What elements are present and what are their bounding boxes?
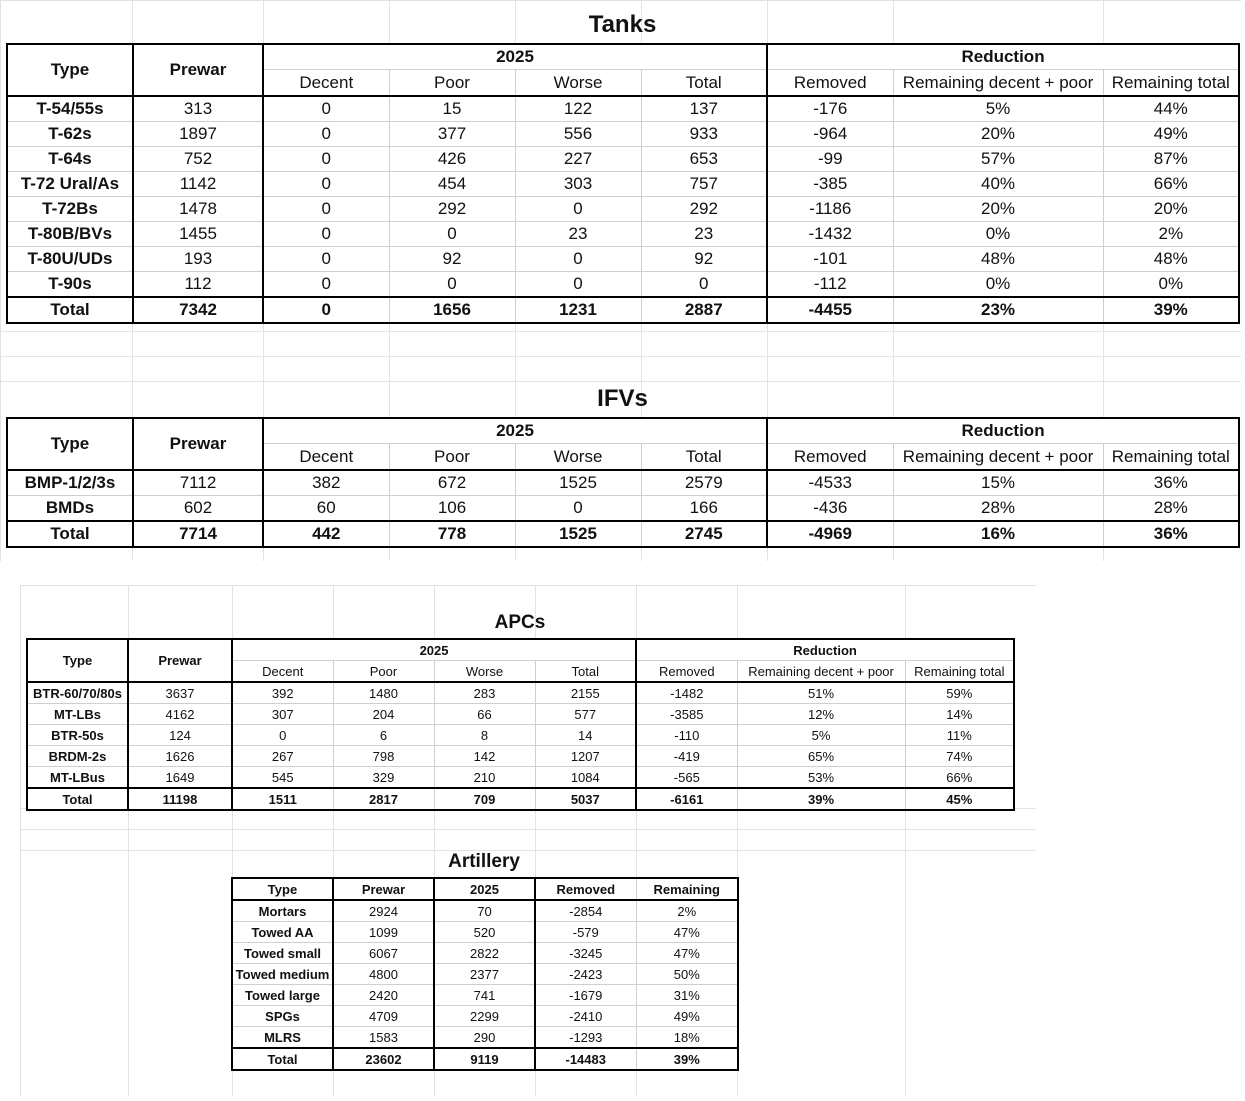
table-row	[7, 272, 1239, 298]
cell-removed: -1482	[636, 682, 737, 704]
row-label: Towed large	[232, 985, 333, 1006]
table-row	[232, 943, 738, 964]
cell-remaining-total: 74%	[905, 746, 1014, 767]
cell-decent: 1511	[232, 788, 333, 810]
table-row	[232, 964, 738, 985]
cell-remaining: 18%	[636, 1027, 738, 1049]
row-label: T-80B/BVs	[7, 222, 133, 247]
cell-decent: 0	[263, 197, 389, 222]
cell-worse: 23	[515, 222, 641, 247]
cell-total: 14	[535, 725, 636, 746]
cell-worse: 8	[434, 725, 535, 746]
cell-remaining: 2%	[636, 900, 738, 922]
cell-remaining-decent-poor: 12%	[737, 704, 905, 725]
cell-removed: -176	[767, 96, 893, 122]
cell-decent: 382	[263, 470, 389, 496]
artillery-title: Artillery	[448, 851, 520, 872]
row-label: BRDM-2s	[27, 746, 128, 767]
cell-remaining: 47%	[636, 943, 738, 964]
row-label: T-80U/UDs	[7, 247, 133, 272]
cell-prewar: 2420	[333, 985, 434, 1006]
cell-2025: 70	[434, 900, 535, 922]
row-label: SPGs	[232, 1006, 333, 1027]
cell-poor: 672	[389, 470, 515, 496]
cell-prewar: 602	[133, 496, 263, 522]
cell-remaining: 47%	[636, 922, 738, 943]
table-row	[7, 96, 1239, 122]
cell-poor: 106	[389, 496, 515, 522]
cell-prewar: 4709	[333, 1006, 434, 1027]
row-label: MLRS	[232, 1027, 333, 1049]
col-header-remaining: Remaining	[636, 878, 738, 900]
group-header-reduction: Reduction	[636, 639, 1014, 661]
cell-removed: -101	[767, 247, 893, 272]
artillery-table	[231, 877, 739, 1071]
col-header-decent: Decent	[232, 661, 333, 683]
cell-removed: -4533	[767, 470, 893, 496]
cell-prewar: 7342	[133, 297, 263, 323]
cell-worse: 66	[434, 704, 535, 725]
total-row	[7, 297, 1239, 323]
table-row	[7, 470, 1239, 496]
cell-removed: -3585	[636, 704, 737, 725]
table-row	[27, 767, 1014, 789]
col-header-removed: Removed	[767, 70, 893, 97]
table-row	[232, 922, 738, 943]
cell-remaining-total: 36%	[1103, 470, 1239, 496]
col-header-worse: Worse	[515, 444, 641, 471]
row-label: T-72Bs	[7, 197, 133, 222]
cell-decent: 267	[232, 746, 333, 767]
cell-worse: 0	[515, 197, 641, 222]
cell-decent: 60	[263, 496, 389, 522]
cell-worse: 227	[515, 147, 641, 172]
cell-total: 1084	[535, 767, 636, 789]
col-header-decent: Decent	[263, 70, 389, 97]
cell-worse: 1525	[515, 470, 641, 496]
cell-removed: -4455	[767, 297, 893, 323]
cell-remaining-total: 28%	[1103, 496, 1239, 522]
cell-total: 1207	[535, 746, 636, 767]
cell-worse: 1231	[515, 297, 641, 323]
cell-remaining-decent-poor: 51%	[737, 682, 905, 704]
cell-decent: 0	[263, 272, 389, 298]
col-header-total: Total	[641, 70, 767, 97]
cell-remaining: 49%	[636, 1006, 738, 1027]
cell-remaining-decent-poor: 28%	[893, 496, 1103, 522]
cell-worse: 122	[515, 96, 641, 122]
row-label: BTR-50s	[27, 725, 128, 746]
cell-remaining-decent-poor: 5%	[737, 725, 905, 746]
cell-removed: -1186	[767, 197, 893, 222]
col-header-worse: Worse	[515, 70, 641, 97]
cell-remaining-decent-poor: 53%	[737, 767, 905, 789]
cell-remaining-decent-poor: 20%	[893, 122, 1103, 147]
col-header-remaining-total: Remaining total	[905, 661, 1014, 683]
tanks-table	[6, 43, 1240, 324]
cell-poor: 377	[389, 122, 515, 147]
cell-removed: -419	[636, 746, 737, 767]
cell-worse: 1525	[515, 521, 641, 547]
cell-2025: 2822	[434, 943, 535, 964]
cell-remaining-decent-poor: 48%	[893, 247, 1103, 272]
col-header-prewar: Prewar	[133, 44, 263, 96]
cell-remaining-total: 66%	[905, 767, 1014, 789]
total-row	[27, 788, 1014, 810]
cell-prewar: 2924	[333, 900, 434, 922]
tanks-title: Tanks	[588, 11, 657, 38]
cell-prewar: 4800	[333, 964, 434, 985]
cell-worse: 0	[515, 247, 641, 272]
cell-remaining-total: 0%	[1103, 272, 1239, 298]
cell-decent: 442	[263, 521, 389, 547]
cell-worse: 283	[434, 682, 535, 704]
col-header-type: Type	[7, 418, 133, 470]
cell-removed: -4969	[767, 521, 893, 547]
cell-prewar: 112	[133, 272, 263, 298]
row-label: BMP-1/2/3s	[7, 470, 133, 496]
cell-prewar: 1649	[128, 767, 232, 789]
cell-poor: 2817	[333, 788, 434, 810]
cell-decent: 0	[263, 297, 389, 323]
total-row	[232, 1048, 738, 1070]
cell-prewar: 4162	[128, 704, 232, 725]
col-header-prewar: Prewar	[128, 639, 232, 682]
cell-remaining-decent-poor: 0%	[893, 272, 1103, 298]
col-header-type: Type	[232, 878, 333, 900]
cell-remaining-total: 11%	[905, 725, 1014, 746]
cell-total: 23	[641, 222, 767, 247]
cell-prewar: 1583	[333, 1027, 434, 1049]
cell-total: 5037	[535, 788, 636, 810]
cell-poor: 204	[333, 704, 434, 725]
cell-removed: -579	[535, 922, 636, 943]
table-row	[7, 122, 1239, 147]
cell-poor: 15	[389, 96, 515, 122]
cell-total: 933	[641, 122, 767, 147]
table-row	[7, 247, 1239, 272]
cell-removed: -436	[767, 496, 893, 522]
col-header-type: Type	[7, 44, 133, 96]
cell-poor: 6	[333, 725, 434, 746]
cell-remaining-decent-poor: 57%	[893, 147, 1103, 172]
cell-prewar: 1099	[333, 922, 434, 943]
col-header-prewar: Prewar	[333, 878, 434, 900]
cell-2025: 520	[434, 922, 535, 943]
cell-remaining-decent-poor: 16%	[893, 521, 1103, 547]
cell-remaining-total: 48%	[1103, 247, 1239, 272]
cell-poor: 426	[389, 147, 515, 172]
cell-prewar: 752	[133, 147, 263, 172]
col-header-remaining-total: Remaining total	[1103, 70, 1239, 97]
cell-remaining-total: 49%	[1103, 122, 1239, 147]
cell-poor: 329	[333, 767, 434, 789]
cell-decent: 0	[263, 172, 389, 197]
cell-remaining-total: 2%	[1103, 222, 1239, 247]
cell-decent: 0	[263, 222, 389, 247]
cell-prewar: 7112	[133, 470, 263, 496]
cell-total: 653	[641, 147, 767, 172]
cell-prewar: 7714	[133, 521, 263, 547]
cell-removed: -14483	[535, 1048, 636, 1070]
cell-remaining-decent-poor: 15%	[893, 470, 1103, 496]
table-row	[7, 147, 1239, 172]
row-label: Total	[7, 297, 133, 323]
col-header-poor: Poor	[333, 661, 434, 683]
cell-remaining: 50%	[636, 964, 738, 985]
cell-removed: -1293	[535, 1027, 636, 1049]
col-header-removed: Removed	[535, 878, 636, 900]
cell-poor: 798	[333, 746, 434, 767]
table-row	[232, 985, 738, 1006]
total-row	[7, 521, 1239, 547]
row-label: Towed medium	[232, 964, 333, 985]
cell-removed: -964	[767, 122, 893, 147]
row-label: Mortars	[232, 900, 333, 922]
cell-total: 757	[641, 172, 767, 197]
cell-remaining-total: 14%	[905, 704, 1014, 725]
cell-remaining: 31%	[636, 985, 738, 1006]
row-label: BTR-60/70/80s	[27, 682, 128, 704]
cell-poor: 1480	[333, 682, 434, 704]
cell-prewar: 3637	[128, 682, 232, 704]
cell-prewar: 1626	[128, 746, 232, 767]
cell-decent: 0	[232, 725, 333, 746]
col-header-removed: Removed	[767, 444, 893, 471]
cell-removed: -1679	[535, 985, 636, 1006]
col-header-remaining-decent-poor: Remaining decent + poor	[737, 661, 905, 683]
cell-decent: 0	[263, 122, 389, 147]
cell-total: 2579	[641, 470, 767, 496]
group-header-2025: 2025	[263, 44, 767, 70]
col-header-2025: 2025	[434, 878, 535, 900]
cell-worse: 709	[434, 788, 535, 810]
col-header-removed: Removed	[636, 661, 737, 683]
cell-remaining-total: 20%	[1103, 197, 1239, 222]
cell-2025: 2377	[434, 964, 535, 985]
cell-remaining-total: 44%	[1103, 96, 1239, 122]
col-header-poor: Poor	[389, 70, 515, 97]
cell-2025: 741	[434, 985, 535, 1006]
cell-prewar: 1897	[133, 122, 263, 147]
table-row	[232, 1027, 738, 1049]
cell-removed: -2854	[535, 900, 636, 922]
cell-prewar: 124	[128, 725, 232, 746]
cell-2025: 290	[434, 1027, 535, 1049]
cell-prewar: 1455	[133, 222, 263, 247]
cell-poor: 778	[389, 521, 515, 547]
group-header-reduction: Reduction	[767, 418, 1239, 444]
cell-prewar: 193	[133, 247, 263, 272]
cell-prewar: 6067	[333, 943, 434, 964]
table-row	[232, 900, 738, 922]
cell-total: 2887	[641, 297, 767, 323]
cell-total: 2745	[641, 521, 767, 547]
cell-remaining-decent-poor: 65%	[737, 746, 905, 767]
row-label: Total	[7, 521, 133, 547]
table-row	[27, 746, 1014, 767]
cell-decent: 0	[263, 96, 389, 122]
cell-remaining-decent-poor: 20%	[893, 197, 1103, 222]
col-header-poor: Poor	[389, 444, 515, 471]
row-label: T-64s	[7, 147, 133, 172]
cell-decent: 307	[232, 704, 333, 725]
cell-removed: -385	[767, 172, 893, 197]
col-header-prewar: Prewar	[133, 418, 263, 470]
cell-remaining-total: 66%	[1103, 172, 1239, 197]
row-label: Total	[232, 1048, 333, 1070]
cell-worse: 0	[515, 272, 641, 298]
cell-worse: 210	[434, 767, 535, 789]
cell-remaining-decent-poor: 5%	[893, 96, 1103, 122]
cell-removed: -6161	[636, 788, 737, 810]
cell-removed: -110	[636, 725, 737, 746]
group-header-reduction: Reduction	[767, 44, 1239, 70]
cell-remaining-total: 39%	[1103, 297, 1239, 323]
cell-poor: 92	[389, 247, 515, 272]
col-header-remaining-decent-poor: Remaining decent + poor	[893, 70, 1103, 97]
cell-total: 2155	[535, 682, 636, 704]
table-row	[7, 222, 1239, 247]
row-label: Total	[27, 788, 128, 810]
cell-removed: -565	[636, 767, 737, 789]
row-label: T-90s	[7, 272, 133, 298]
cell-removed: -99	[767, 147, 893, 172]
cell-poor: 0	[389, 222, 515, 247]
cell-prewar: 1478	[133, 197, 263, 222]
cell-removed: -2410	[535, 1006, 636, 1027]
cell-poor: 0	[389, 272, 515, 298]
cell-removed: -2423	[535, 964, 636, 985]
cell-remaining-total: 87%	[1103, 147, 1239, 172]
table-row	[27, 682, 1014, 704]
cell-worse: 0	[515, 496, 641, 522]
cell-total: 0	[641, 272, 767, 298]
cell-poor: 454	[389, 172, 515, 197]
cell-prewar: 1142	[133, 172, 263, 197]
table-row	[7, 172, 1239, 197]
col-header-remaining-decent-poor: Remaining decent + poor	[893, 444, 1103, 471]
cell-total: 166	[641, 496, 767, 522]
cell-prewar: 23602	[333, 1048, 434, 1070]
table-row	[232, 1006, 738, 1027]
cell-remaining-decent-poor: 23%	[893, 297, 1103, 323]
cell-remaining-decent-poor: 40%	[893, 172, 1103, 197]
cell-total: 137	[641, 96, 767, 122]
group-header-2025: 2025	[232, 639, 636, 661]
row-label: T-54/55s	[7, 96, 133, 122]
table-row	[7, 197, 1239, 222]
row-label: Towed small	[232, 943, 333, 964]
cell-removed: -1432	[767, 222, 893, 247]
cell-removed: -112	[767, 272, 893, 298]
cell-poor: 1656	[389, 297, 515, 323]
col-header-total: Total	[535, 661, 636, 683]
row-label: MT-LBus	[27, 767, 128, 789]
cell-remaining: 39%	[636, 1048, 738, 1070]
group-header-2025: 2025	[263, 418, 767, 444]
col-header-decent: Decent	[263, 444, 389, 471]
cell-remaining-total: 59%	[905, 682, 1014, 704]
apcs-table	[26, 638, 1015, 811]
row-label: T-72 Ural/As	[7, 172, 133, 197]
row-label: MT-LBs	[27, 704, 128, 725]
cell-prewar: 313	[133, 96, 263, 122]
col-header-worse: Worse	[434, 661, 535, 683]
cell-removed: -3245	[535, 943, 636, 964]
table-row	[27, 725, 1014, 746]
row-label: Towed AA	[232, 922, 333, 943]
cell-decent: 392	[232, 682, 333, 704]
cell-remaining-total: 36%	[1103, 521, 1239, 547]
cell-worse: 142	[434, 746, 535, 767]
apcs-title: APCs	[494, 612, 546, 633]
cell-remaining-decent-poor: 39%	[737, 788, 905, 810]
table-row	[7, 496, 1239, 522]
cell-decent: 0	[263, 247, 389, 272]
cell-worse: 303	[515, 172, 641, 197]
ifvs-table	[6, 417, 1240, 548]
cell-remaining-decent-poor: 0%	[893, 222, 1103, 247]
cell-decent: 545	[232, 767, 333, 789]
cell-total: 292	[641, 197, 767, 222]
col-header-remaining-total: Remaining total	[1103, 444, 1239, 471]
cell-prewar: 11198	[128, 788, 232, 810]
row-label: T-62s	[7, 122, 133, 147]
col-header-total: Total	[641, 444, 767, 471]
cell-worse: 556	[515, 122, 641, 147]
cell-poor: 292	[389, 197, 515, 222]
table-row	[27, 704, 1014, 725]
row-label: BMDs	[7, 496, 133, 522]
cell-total: 92	[641, 247, 767, 272]
cell-remaining-total: 45%	[905, 788, 1014, 810]
cell-2025: 9119	[434, 1048, 535, 1070]
cell-decent: 0	[263, 147, 389, 172]
cell-2025: 2299	[434, 1006, 535, 1027]
col-header-type: Type	[27, 639, 128, 682]
cell-total: 577	[535, 704, 636, 725]
ifvs-title: IFVs	[597, 385, 648, 412]
